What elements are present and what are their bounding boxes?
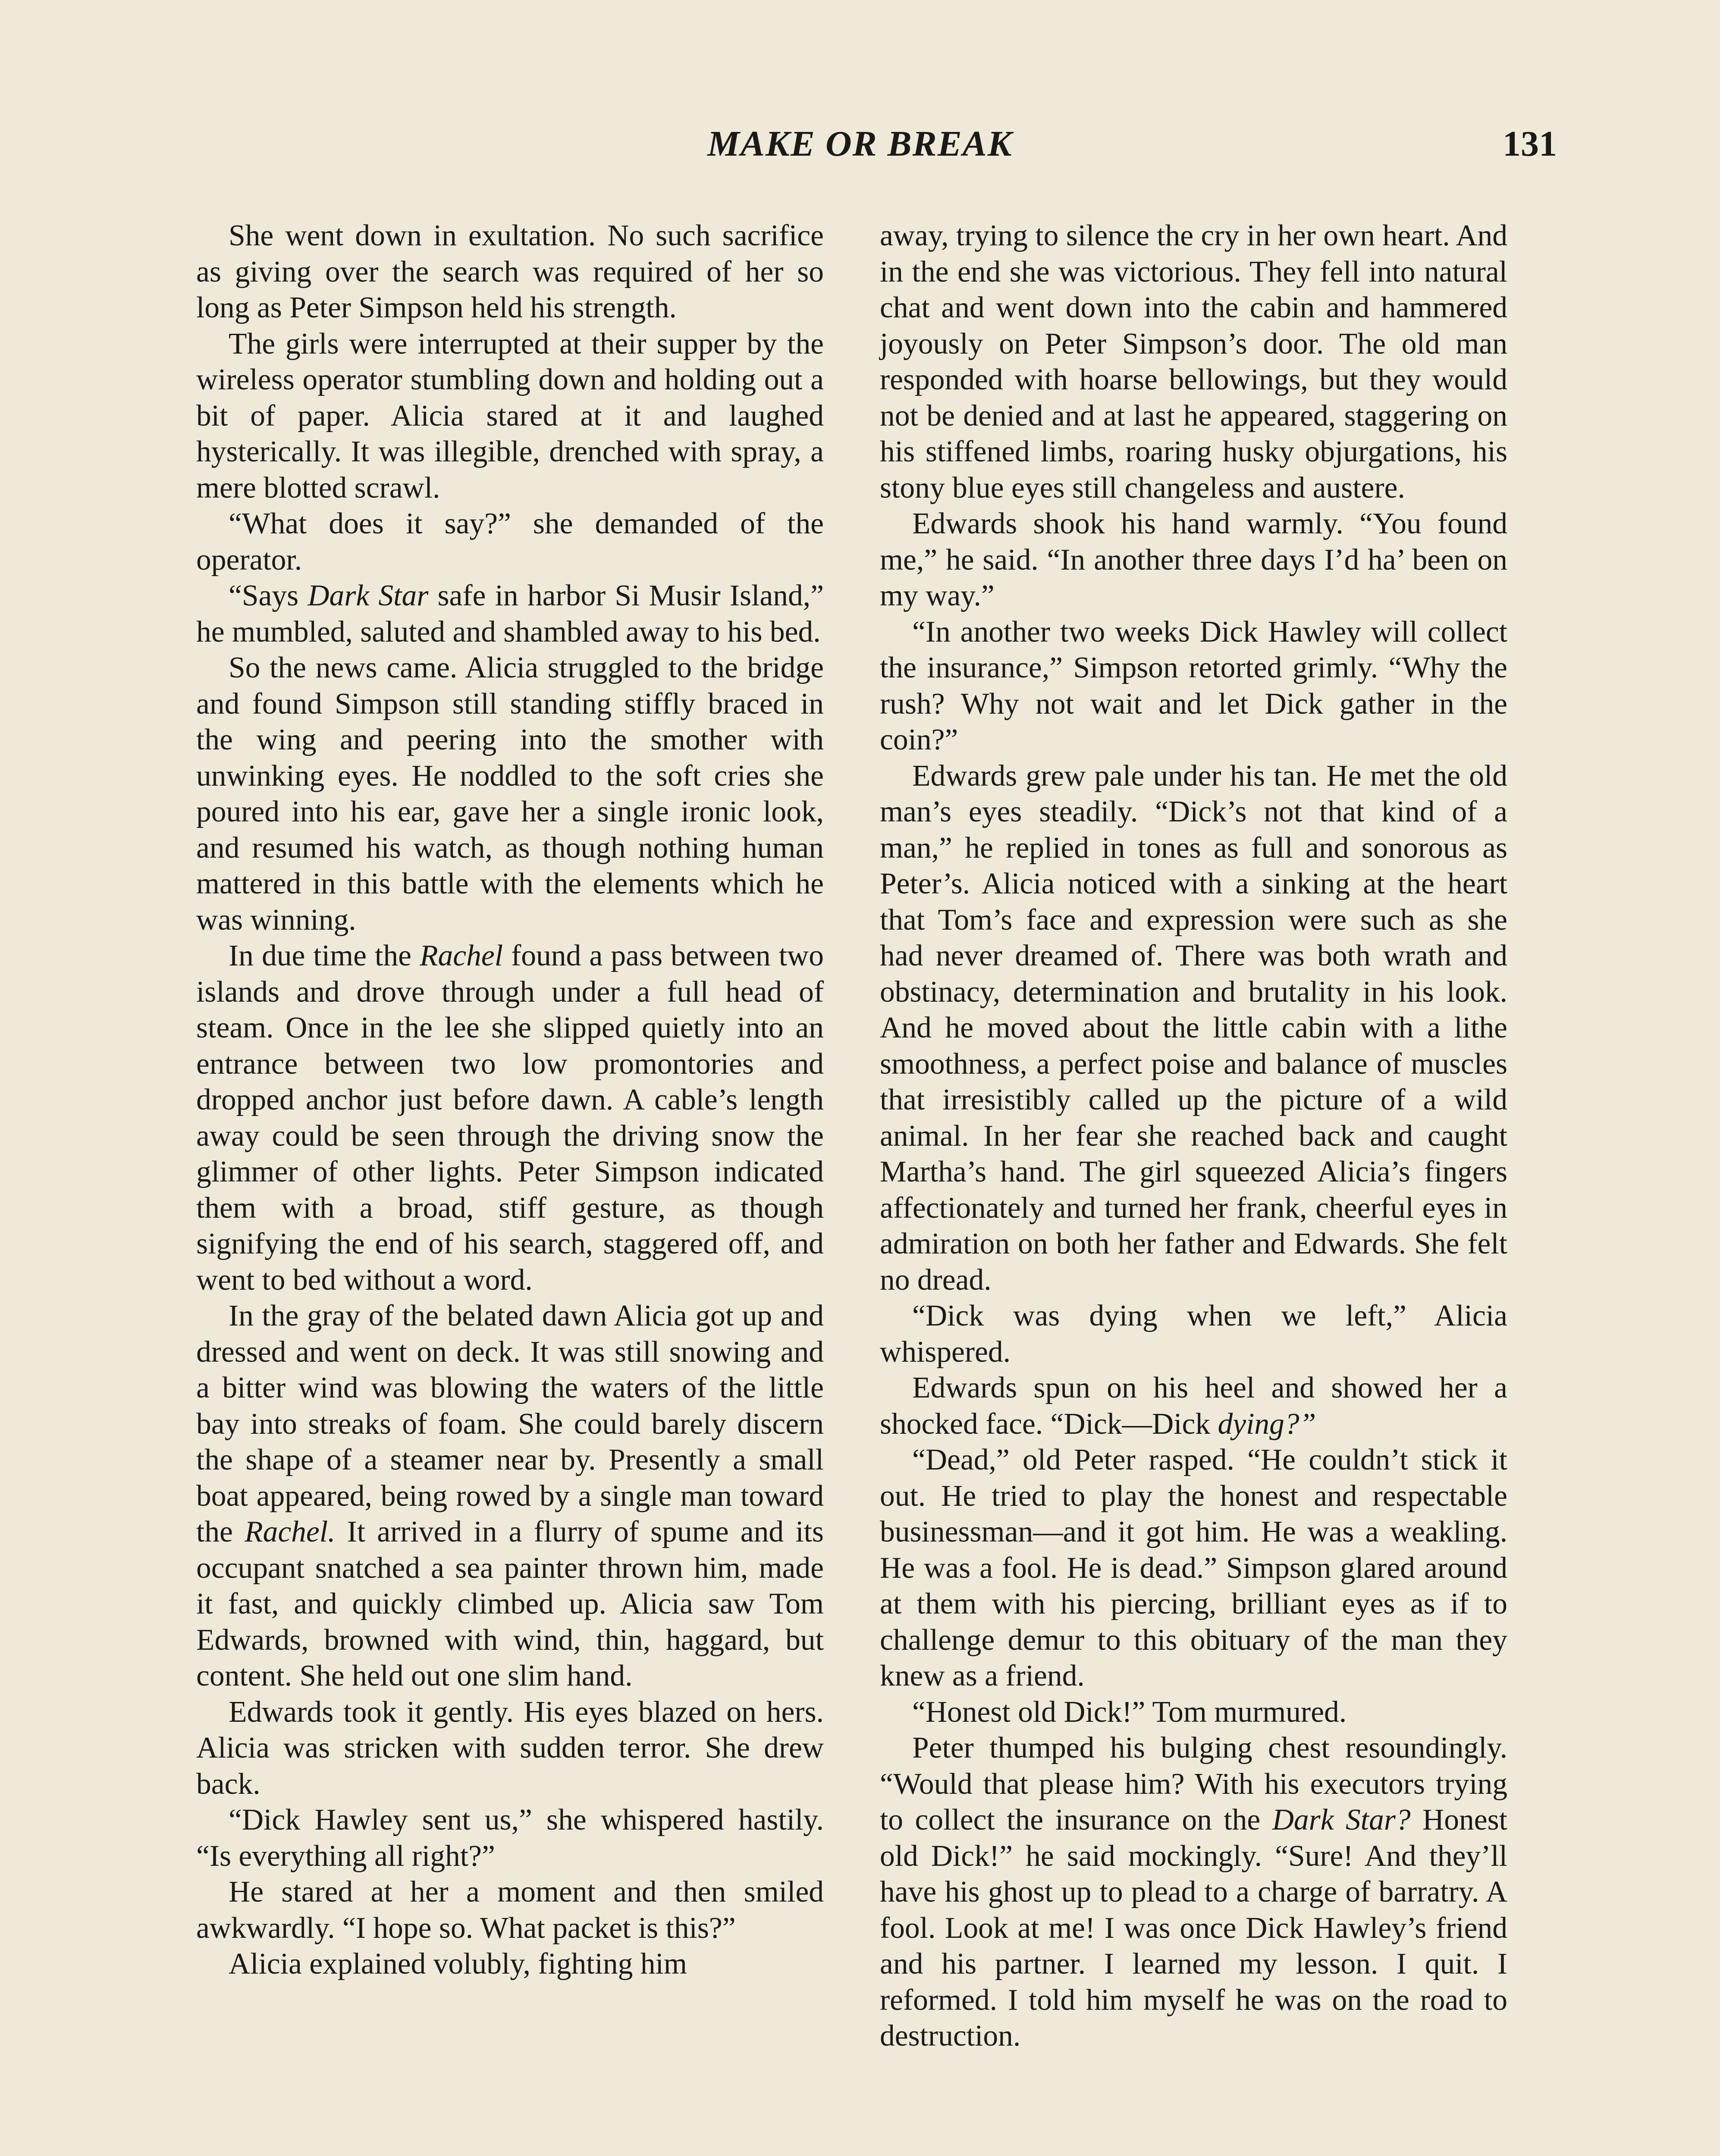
paragraph: “Dick Hawley sent us,” she whispered hastily. “Is everything all right?” <box>196 1803 824 1873</box>
paragraph <box>196 938 824 1298</box>
paragraph: “What does it say?” she demanded of the operator. <box>196 507 824 577</box>
paragraph-text: In the gray of the belated dawn Alicia got up and dressed and went on deck. It was still snowing and a bitter wind was blowing the waters of the little bay into streaks of foam. She could barely discern the shape of a steamer near by. Presently a small boat appeared, being rowed by a single man toward the <box>196 1299 824 1548</box>
italic-title: Rachel. <box>245 1515 336 1548</box>
paragraph: “Dead,” old Peter rasped. “He couldn’t stick it out. He tried to play the honest and respectable businessman—and it got him. He was a weakling. He was a fool. He is dead.” Simpson glared around at them with his piercing, brilliant eyes as if to challenge demur to this obituary of the man they knew as a friend. <box>880 1443 1507 1692</box>
paragraph-text: In due time the <box>229 939 420 972</box>
paragraph <box>196 578 824 650</box>
paragraph: She went down in exultation. No such sacrifice as giving over the search was required of her so long as Peter Simpson held his strength. <box>196 219 824 324</box>
paragraph-text: Peter thumped his bulging chest resoundingly. “Would that please him? With his executors trying to collect the insurance on the <box>880 1731 1507 1836</box>
paragraph <box>880 1730 1507 2054</box>
paragraph-text: Honest old Dick!” he said mockingly. “Sure! And they’ll have his ghost up to plead to a charge of barratry. A fool. Look at me! I was once Dick Hawley’s friend and his partner. I learned my lesson. I quit. I reformed. I told him myself he was on the road to destruction. <box>880 1803 1507 2053</box>
paragraph: Edwards grew pale under his tan. He met the old man’s eyes steadily. “Dick’s not that kind of a man,” he replied in tones as full and sonorous as Peter’s. Alicia noticed with a sinking at the heart that Tom’s face and expression were such as she had never dreamed of. There was both wrath and obstinacy, determination and brutality in his look. And he moved about the little cabin with a lithe smoothness, a perfect poise and balance of muscles that irresistibly called up the picture of a wild animal. In her fear she reached back and caught Martha’s hand. The girl squeezed Alicia’s fingers affectionately and turned her frank, cheerful eyes in admiration on both her father and Edwards. She felt no dread. <box>880 759 1507 1297</box>
running-title: MAKE OR BREAK <box>707 124 1013 164</box>
paragraph: Alicia explained volubly, fighting him <box>229 1947 687 1981</box>
paragraph: “In another two weeks Dick Hawley will collect the insurance,” Simpson retorted grimly. “Why the rush? Why not wait and let Dick gather in the coin?” <box>880 615 1507 756</box>
page-number: 131 <box>1503 124 1557 164</box>
italic-title: Dark Star? <box>1272 1803 1411 1836</box>
paragraph: away, trying to silence the cry in her own heart. And in the end she was victorious. They fell into natural chat and went down into the cabin and hammered joyously on Peter Simpson’s door. The old man responded with hoarse bellowings, but they would not be denied and at last he appeared, staggering on his stiffened limbs, roaring husky objurgations, his stony blue eyes still changeless and austere. <box>880 219 1507 505</box>
paragraph-text: safe in harbor Si Musir Island,” he mumbled, saluted and shambled away to his bed. <box>196 579 824 649</box>
paragraph: He stared at her a moment and then smiled awkwardly. “I hope so. What packet is this?” <box>196 1875 824 1945</box>
paragraph-text: “Says <box>229 579 308 612</box>
italic-title: Rachel <box>420 939 503 972</box>
paragraph: Edwards shook his hand warmly. “You found me,” he said. “In another three days I’d ha’ been on my way.” <box>880 507 1507 612</box>
paragraph: Edwards took it gently. His eyes blazed on hers. Alicia was stricken with sudden terror. She drew back. <box>196 1695 824 1801</box>
paragraph: The girls were interrupted at their supper by the wireless operator stumbling down and holding out a bit of paper. Alicia stared at it and laughed hysterically. It was illegible, drenched with spray, a mere blotted scrawl. <box>196 327 824 505</box>
paragraph: “Dick was dying when we left,” Alicia whispered. <box>880 1299 1507 1369</box>
italic-title: dying?” <box>1218 1407 1316 1441</box>
right-column <box>880 218 1507 2054</box>
italic-title: Dark Star <box>308 579 429 612</box>
paragraph: “Honest old Dick!” Tom murmured. <box>912 1695 1347 1729</box>
paragraph-text: found a pass between two islands and drove through under a full head of steam. Once in the lee she slipped quietly into an entrance between two low promontories and dropped anchor just before dawn. A cable’s length away could be seen through the driving snow the glimmer of other lights. Peter Simpson indicated them with a broad, stiff gesture, as though signifying the end of his search, staggered off, and went to bed without a word. <box>196 939 824 1297</box>
paragraph: So the news came. Alicia struggled to the bridge and found Simpson still standing stiffly braced in the wing and peering into the smother with unwinking eyes. He noddled to the soft cries she poured into his ear, gave her a single ironic look, and resumed his watch, as though nothing human mattered in this battle with the elements which he was winning. <box>196 651 824 937</box>
paragraph <box>196 1298 824 1694</box>
paragraph-text: Edwards spun on his heel and showed her a shocked face. “Dick—Dick <box>880 1371 1507 1441</box>
page-header <box>0 123 1720 188</box>
left-column <box>196 218 824 1982</box>
paragraph-text: It arrived in a flurry of spume and its occupant snatched a sea painter thrown him, made it fast, and quickly climbed up. Alicia saw Tom Edwards, browned with wind, thin, haggard, but content. She held out one slim hand. <box>196 1515 824 1692</box>
paragraph <box>880 1370 1507 1442</box>
